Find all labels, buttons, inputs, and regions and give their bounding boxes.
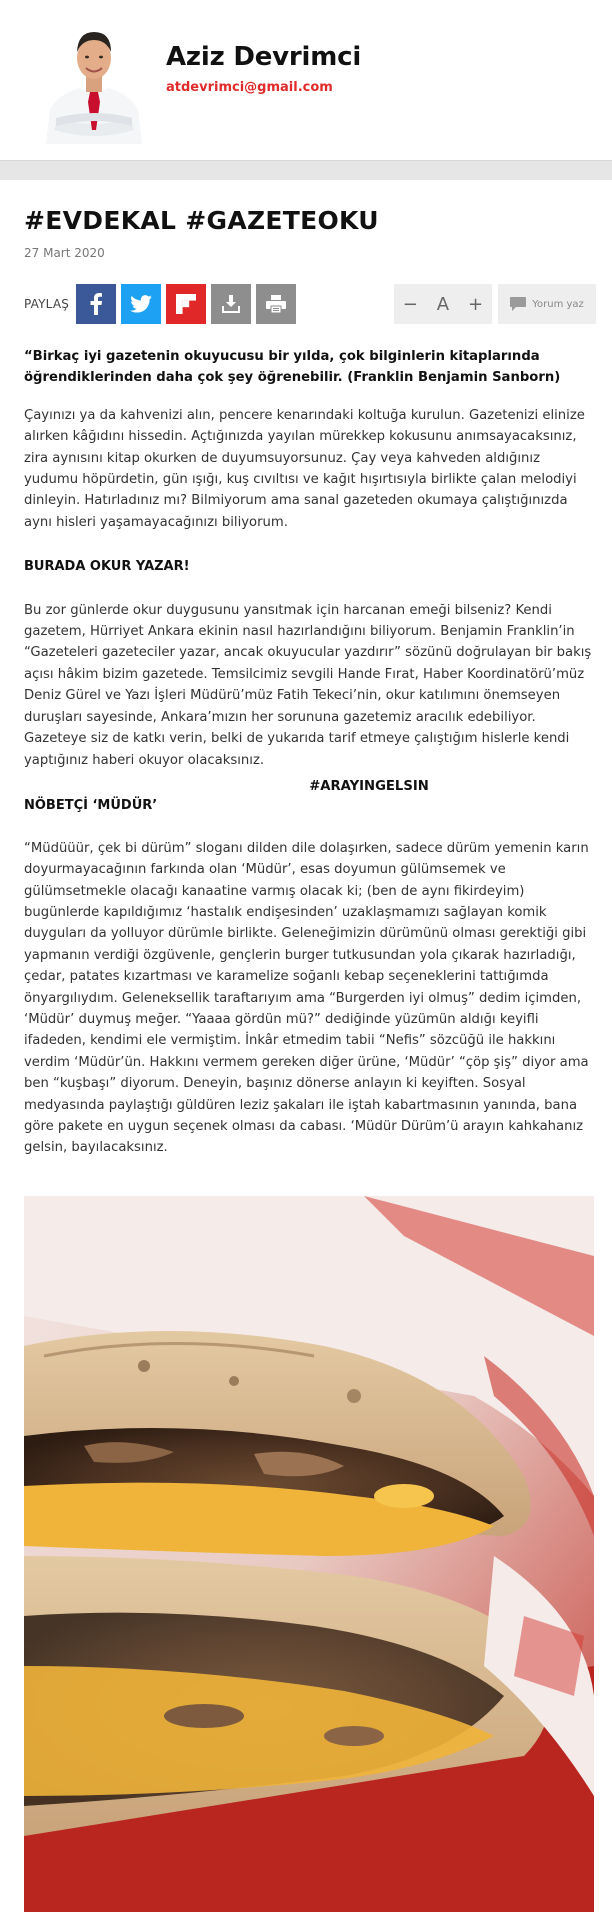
font-size-tools [394, 284, 492, 324]
download-button[interactable] [211, 284, 251, 324]
section-heading-okur-yazar: BURADA OKUR YAZAR! [24, 559, 190, 575]
facebook-share-button[interactable] [76, 284, 116, 324]
article-body [24, 346, 594, 1159]
font-reset-button[interactable]: A [436, 293, 450, 315]
twitter-icon [130, 295, 152, 313]
share-bar [24, 284, 596, 324]
author-header [0, 0, 612, 160]
article-quote: “Birkaç iyi gazetenin okuyucusu bir yılda, çok bilginlerin kitaplarında öğrendiklerinden daha çok şey öğrenebilir. (Franklin Benjamin Sanborn) [24, 349, 561, 386]
hashtag-arayingelsin: #ARAYINGELSIN [309, 778, 429, 794]
download-icon [222, 295, 240, 313]
article-photo [24, 1196, 594, 1912]
flipboard-icon [176, 294, 196, 314]
paragraph-3: “Müdüüür, çek bi dürüm” sloganı dilden dile dolaşırken, sadece dürüm yemenin karın doyurmayacağının farkında olan ‘Müdür’, esas doyumun gülümsemek ve gülümsetmekle olacağı kanaatine varmış olacak ki; (ben de aynı fikirdeyim) bugünlerde kapıldığımız ‘hastalık endişesinden’ uzaklaşmamızı sağlayan komik duyguları da yolluyor dürümle birlikte. Geleneğimizin dürümünü olması gerektiği gibi yapmanın verdiği özgüvenle, gençlerin burger tutkusundan yola çıkarak hazırladığı, çedar, patates kızartması ve karamelize soğanlı kebap seçeneklerini tattığımda önyargılıydım. Geleneksellik taraftarıyım ama “Burgerden iyi olmuş” dedim içimden, ‘Müdür’ duymuş meğer. “Yaaaa gördün mü?” dediğinde yüzümün aldığı keyifli ifadeden, kendimi ele vermiştim. İnkâr etmedim tabii “Nefis” sözcüğü ile hakkını verdim ‘Müdür’ün. Hakkını vermem gereken diğer ürüne, ‘Müdür’ “çöp şiş” diyor ama ben “kuşbaşı” diyorum. Deneyin, başınız dönerse anlayın ki keyiften. Sosyal medyasında paylaştığı güldüren leziz şakaları ile iştah kabartmasının yanında, bana göre pakete en uygun seçenek olması da cabası. ‘Müdür Dürüm’ü arayın kahkahanız gelsin, bayılacaksınız. [24, 840, 589, 1156]
print-button[interactable] [256, 284, 296, 324]
article-title: #EVDEKAL #GAZETEOKU [24, 206, 379, 235]
section-heading-nobetci-mudur: NÖBETÇİ ‘MÜDÜR’ [24, 798, 158, 814]
comment-button[interactable] [498, 284, 596, 324]
speech-bubble-icon [510, 297, 526, 311]
article-date: 27 Mart 2020 [24, 246, 105, 260]
twitter-share-button[interactable] [121, 284, 161, 324]
header-divider [0, 160, 612, 180]
paragraph-2: Bu zor günlerde okur duygusunu yansıtmak için harcanan emeği bilseniz? Kendi gazetem, Hürriyet Ankara ekinin nasıl hazırlandığını biliyorum. Benjamin Franklin’in “Gazeteleri gazeteciler yazar, ancak okuyucular yazdırır” sözünü doğrulayan bir bakış açısı hâkim bizim gazetede. Temsilcimiz sevgili Hande Fırat, Haber Koordinatörü’müz Deniz Gürel ve Yazı İşleri Müdürü’müz Fatih Tekeci’nin, okur katılımını önemseyen duruşları sayesinde, Ankara’mızın her sorununa gazetemiz aracılık edebiliyor. Gazeteye siz de katkı verin, belki de yukarıda tarif etmeye çalıştığım hislerle kendi yaptığınız haberi okuyor olacaksınız. [24, 602, 592, 768]
comment-label: Yorum yaz [532, 298, 584, 310]
share-label: PAYLAŞ [24, 297, 70, 311]
author-email[interactable]: atdevrimci@gmail.com [166, 80, 333, 95]
author-name[interactable]: Aziz Devrimci [166, 42, 362, 72]
facebook-icon [89, 293, 103, 315]
author-avatar [40, 18, 148, 144]
print-icon [266, 295, 286, 313]
font-decrease-button[interactable]: − [402, 293, 418, 315]
paragraph-1: Çayınızı ya da kahvenizi alın, pencere kenarındaki koltuğa kurulun. Gazetenizi elinize alırken kâğıdını hissedin. Açtığınızda yayılan mürekkep kokusunu anımsayacaksınız, zira aynısını kitap okurken de duyumsuyorsunuz. Çay veya kahveden aldığınız yudumu höpürdetin, gün ışığı, kuş cıvıltısı ve kağıt hışırtısıyla birlikte çalan melodiyi dinleyin. Hatırladınız mı? Bilmiyorum ama sanal gazeteden okumaya çalıştığınızda aynı hisleri yaşamayacağınızı biliyorum. [24, 407, 585, 530]
font-increase-button[interactable]: + [467, 293, 484, 315]
flipboard-share-button[interactable] [166, 284, 206, 324]
